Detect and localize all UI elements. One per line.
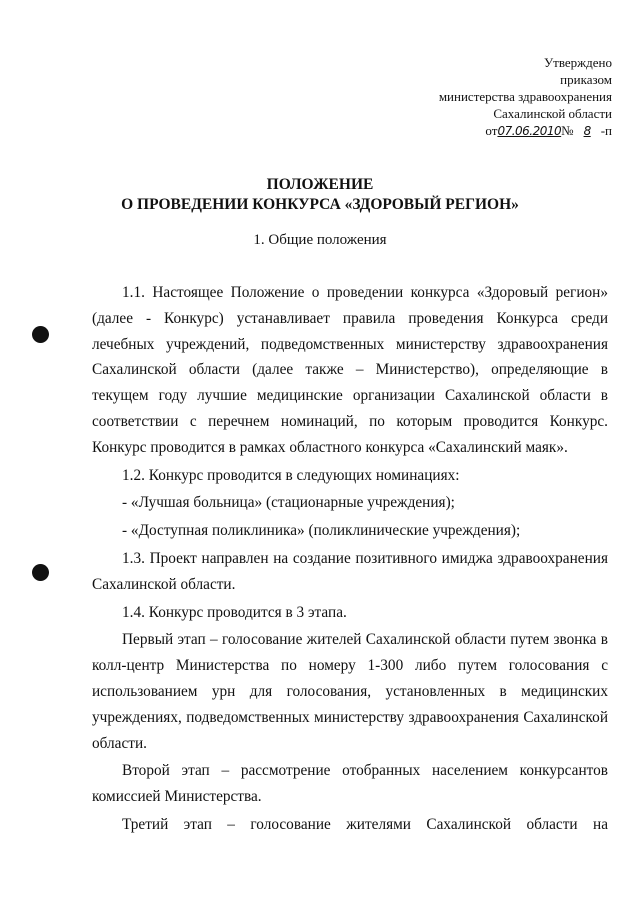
- handwritten-order-number: 8: [583, 124, 591, 138]
- document-title-line2: О ПРОВЕДЕНИИ КОНКУРСА «ЗДОРОВЫЙ РЕГИОН»: [121, 196, 519, 213]
- paragraph-1-2: 1.2. Конкурс проводится в следующих номинациях:: [122, 466, 460, 484]
- punch-hole-top: [32, 326, 49, 343]
- approval-number-suffix: -п: [600, 123, 612, 138]
- approval-line-region: Сахалинской области: [493, 106, 612, 121]
- approval-line-order: приказом: [560, 72, 612, 87]
- paragraph-1-4: 1.4. Конкурс проводится в 3 этапа.: [122, 603, 347, 621]
- paragraph-stage-1: Первый этап – голосование жителей Сахалинской области путем звонка в колл-центр Министерства по номеру 1-300 либо путем голосования с использованием урн для голосования, установленных в медицинских учреждениях, подведомственных министерству здравоохранения Сахалинской области.: [92, 631, 608, 752]
- document-title: [0, 175, 640, 215]
- punch-hole-bottom: [32, 564, 49, 581]
- approval-stamp-block: [439, 54, 612, 140]
- paragraph-1-3: 1.3. Проект направлен на создание позитивного имиджа здравоохранения Сахалинской области.: [92, 549, 608, 593]
- approval-line-approved: Утверждено: [543, 55, 612, 70]
- paragraph-stage-2: Второй этап – рассмотрение отобранных населением конкурсантов комиссией Министерства.: [92, 762, 608, 806]
- nomination-item-polyclinic: - «Доступная поликлиника» (поликлинические учреждения);: [122, 522, 521, 540]
- document-title-line1: ПОЛОЖЕНИЕ: [266, 176, 374, 193]
- approval-order-number-line: [439, 122, 612, 140]
- paragraph-stage-3: Третий этап – голосование жителями Сахалинской области на: [122, 815, 608, 833]
- approval-from-prefix: от: [485, 123, 498, 138]
- approval-number-sign: №: [561, 123, 574, 138]
- approval-line-ministry: министерства здравоохранения: [438, 89, 612, 104]
- handwritten-date: 07.06.2010: [497, 124, 562, 138]
- nomination-item-hospital: - «Лучшая больница» (стационарные учреждения);: [122, 494, 455, 512]
- section-heading: 1. Общие положения: [253, 232, 387, 248]
- paragraph-1-1: 1.1. Настоящее Положение о проведении конкурса «Здоровый регион» (далее - Конкурс) устанавливает правила проведения Конкурса среди лечебных учреждений, подведомственных министерству здравоохранения Сахалинской области (далее также – Министерство), определяющие в текущем году лучшие медицинские организации Сахалинской области в соответствии с перечнем номинаций, по которым проводится Конкурс. Конкурс проводится в рамках областного конкурса «Сахалинский маяк».: [92, 284, 608, 456]
- document-body: [92, 280, 608, 838]
